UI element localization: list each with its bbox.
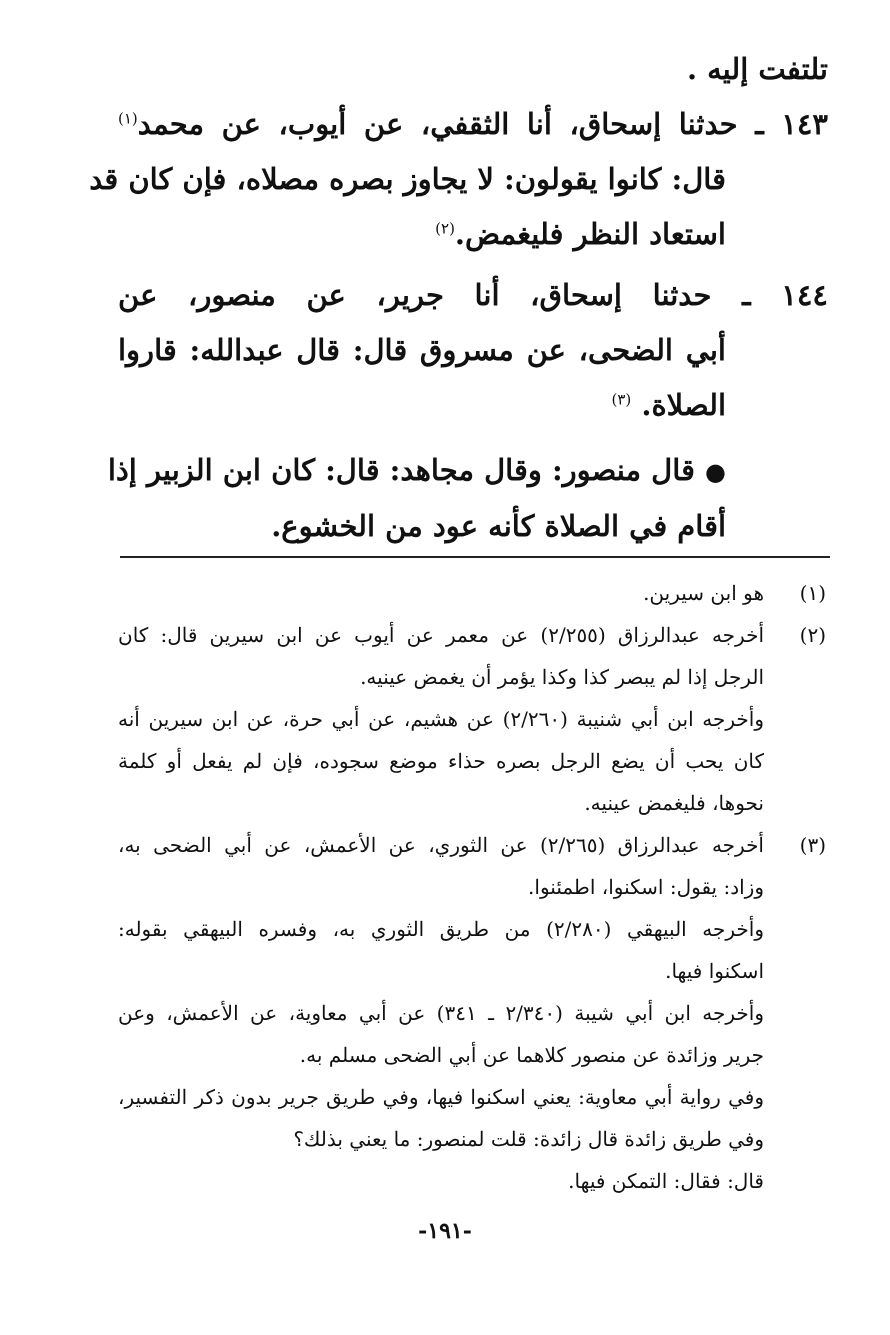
footnote-line: وفي طريق زائدة قال زائدة: قلت لمنصور: ما يعني بذلك؟ [293,1127,764,1151]
hadith-144 [118,268,828,433]
footnote-2 [118,614,826,824]
hadith-text: استعاد النظر فليغمض. [454,217,726,251]
hadith-line [89,152,828,207]
bullet-text: قال منصور: وقال مجاهد: قال: كان ابن الزبير إذا [107,453,695,487]
footnote-line: نحوها، فليغمض عينيه. [584,791,764,815]
bullet-text: أقام في الصلاة كأنه عود من الخشوع. [271,509,726,543]
bullet-line [118,499,726,554]
footnote-ref: (٣) [611,390,632,409]
footnote-line: أخرجه عبدالرزاق (٢/٢٦٥) عن الثوري، عن الأعمش، عن أبي الضحى به، [118,833,764,857]
hadith-text: قال: كانوا يقولون: لا يجاوز بصره مصلاه، فإن كان قد [89,162,726,196]
hadith-text: حدثنا إسحاق، أنا الثقفي، عن أيوب، عن محمد [137,107,738,141]
footnote-line: الرجل إذا لم يبصر كذا وكذا يؤمر أن يغمض عينيه. [360,665,764,689]
footnote-line: قال: فقال: التمكن فيها. [568,1169,764,1193]
hadith-143 [89,97,828,262]
footnote-line: وأخرجه ابن أبي شنيبة (٢/٢٦٠) عن هشيم، عن أبي حرة، عن ابن سيرين أنه [118,707,764,731]
footnote-line: جرير وزائدة عن منصور كلاهما عن أبي الضحى مسلم به. [299,1043,764,1067]
hadith-number: ١٤٣ ـ [755,107,828,141]
footnote-ref: (١) [118,109,138,128]
hadith-text: الصلاة. [641,388,726,422]
footnote-line: أخرجه عبدالرزاق (٢/٢٥٥) عن معمر عن أيوب عن ابن سيرين قال: كان [118,623,764,647]
footnote-number: (٢) [799,623,826,647]
footnote-number: (١) [799,581,826,605]
footnote-divider [120,556,830,558]
hadith-line [118,268,828,323]
footnotes-section [118,572,826,1202]
hadith-line [118,97,828,152]
footnote-line: وأخرجه البيهقي (٢/٢٨٠) من طريق الثوري به، وفسره البيهقي بقوله: [118,917,764,941]
footnote-3 [118,824,826,1202]
footnote-line: كان يحب أن يضع الرجل بصره حذاء موضع سجوده، فإن لم يفعل أو كلمة [118,749,764,773]
hadith-line [118,207,828,262]
footnote-line: وفي رواية أبي معاوية: يعني اسكنوا فيها، وفي طريق جرير بدون ذكر التفسير، [118,1085,764,1109]
footnote-line: وأخرجه ابن أبي شيبة (٢/٣٤٠ ـ ٣٤١) عن أبي معاوية، عن الأعمش، وعن [118,1001,765,1025]
footnote-line: هو ابن سيرين. [643,581,764,605]
bullet-icon: ● [705,457,726,486]
hadith-line [118,323,828,378]
footnote-number: (٣) [799,833,826,857]
footnote-line: اسكنوا فيها. [665,959,764,983]
intro-line: تلتفت إليه . [686,52,828,86]
footnote-1 [118,572,826,614]
hadith-line [118,378,828,433]
hadith-text: أبي الضحى، عن مسروق قال: قال عبدالله: قاروا [118,333,726,367]
hadith-text: حدثنا إسحاق، أنا جرير، عن منصور، عن [118,278,712,312]
main-text [89,42,828,554]
footnote-line: وزاد: يقول: اسكنوا، اطمئنوا. [528,875,764,899]
footnote-ref: (٢) [435,219,455,238]
page-number: -١٩١- [418,1218,472,1244]
bullet-paragraph [107,443,828,554]
hadith-number: ١٤٤ ـ [742,278,828,312]
bullet-line [107,443,726,499]
